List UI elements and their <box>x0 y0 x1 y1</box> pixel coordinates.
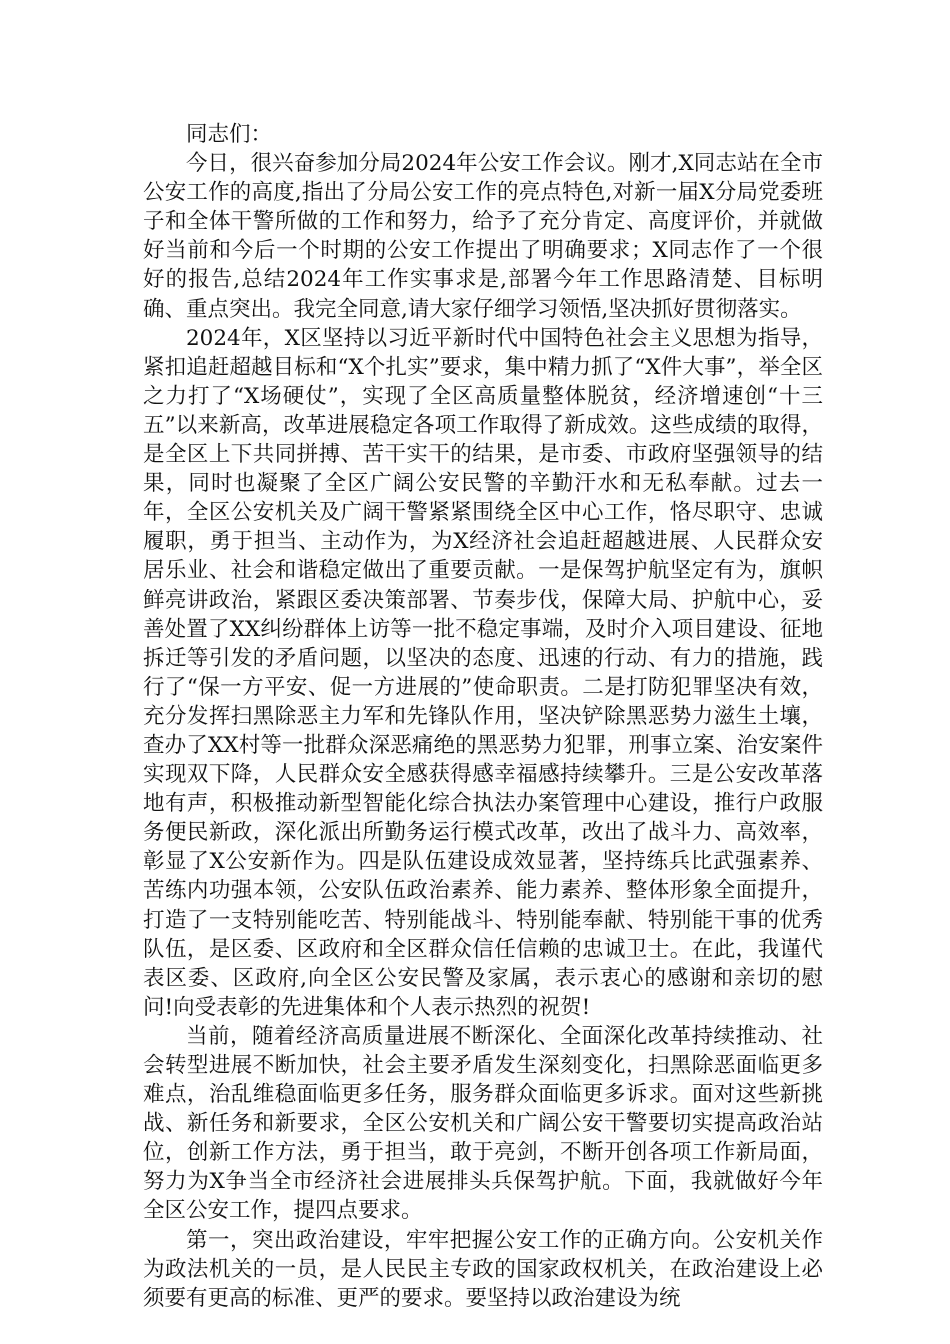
paragraph-4: 第一，突出政治建设，牢牢把握公安工作的正确方向。公安机关作为政法机关的一员，是人民民主专政的国家政权机关，在政治建设上必须要有更高的标准、更严的要求。要坚持以政治建设为统 <box>143 1227 823 1311</box>
salutation: 同志们： <box>186 122 273 147</box>
paragraph-3: 当前，随着经济高质量进展不断深化、全面深化改革持续推动、社会转型进展不断加快，社会主要矛盾发生深刻变化，扫黑除恶面临更多难点，治乱维稳面临更多任务，服务群众面临更多诉求。面对这些新挑战、新任务和新要求，全区公安机关和广阔公安干警要切实提高政治站位，创新工作方法，勇于担当，敢于亮剑，不断开创各项工作新局面，努力为X争当全市经济社会进展排头兵保驾护航。下面，我就做好今年全区公安工作，提四点要求。 <box>143 1023 823 1224</box>
document-page <box>143 120 823 1313</box>
paragraph-2: 2024年，X区坚持以习近平新时代中国特色社会主义思想为指导，紧扣追赶超越目标和“X个扎实”要求，集中精力抓了“X件大事”，举全区之力打了“X场硬仗”，实现了全区高质量整体脱贫，经济增速创“十三五”以来新高，改革进展稳定各项工作取得了新成效。这些成绩的取得，是全区上下共同拼搏、苦干实干的结果，是市委、市政府坚强领导的结果，同时也凝聚了全区广阔公安民警的辛勤汗水和无私奉献。过去一年，全区公安机关及广阔干警紧紧围绕全区中心工作，恪尽职守、忠诚履职，勇于担当、主动作为，为X经济社会追赶超越进展、人民群众安居乐业、社会和谐稳定做出了重要贡献。一是保驾护航坚定有为，旗帜鲜亮讲政治，紧跟区委决策部署、节奏步伐，保障大局、护航中心，妥善处置了XX纠纷群体上访等一批不稳定事端，及时介入项目建设、征地拆迁等引发的矛盾问题，以坚决的态度、迅速的行动、有力的措施，践行了“保一方平安、促一方进展的”使命职责。二是打防犯罪坚决有效，充分发挥扫黑除恶主力军和先锋队作用，坚决铲除黑恶势力滋生土壤，查办了XX村等一批群众深恶痛绝的黑恶势力犯罪，刑事立案、治安案件实现双下降，人民群众安全感获得感幸福感持续攀升。三是公安改革落地有声，积极推动新型智能化综合执法办案管理中心建设，推行户政服务便民新政，深化派出所勤务运行模式改革，改出了战斗力、高效率，彰显了X公安新作为。四是队伍建设成效显著，坚持练兵比武强素养、苦练内功强本领，公安队伍政治素养、能力素养、整体形象全面提升，打造了一支特别能吃苦、特别能战斗、特别能奉献、特别能干事的优秀队伍，是区委、区政府和全区群众信任信赖的忠诚卫士。在此，我谨代表区委、区政府,向全区公安民警及家属，表示衷心的感谢和亲切的慰问!向受表彰的先进集体和个人表示热烈的祝贺! <box>143 325 823 1020</box>
paragraph-1: 今日，很兴奋参加分局2024年公安工作会议。刚才,X同志站在全市公安工作的高度,指出了分局公安工作的亮点特色,对新一届X分局党委班子和全体干警所做的工作和努力，给予了充分肯定、高度评价，并就做好当前和今后一个时期的公安工作提出了明确要求；X同志作了一个很好的报告,总结2024年工作实事求是,部署今年工作思路清楚、目标明确、重点突出。我完全同意,请大家仔细学习领悟,坚决抓好贯彻落实。 <box>143 151 823 322</box>
